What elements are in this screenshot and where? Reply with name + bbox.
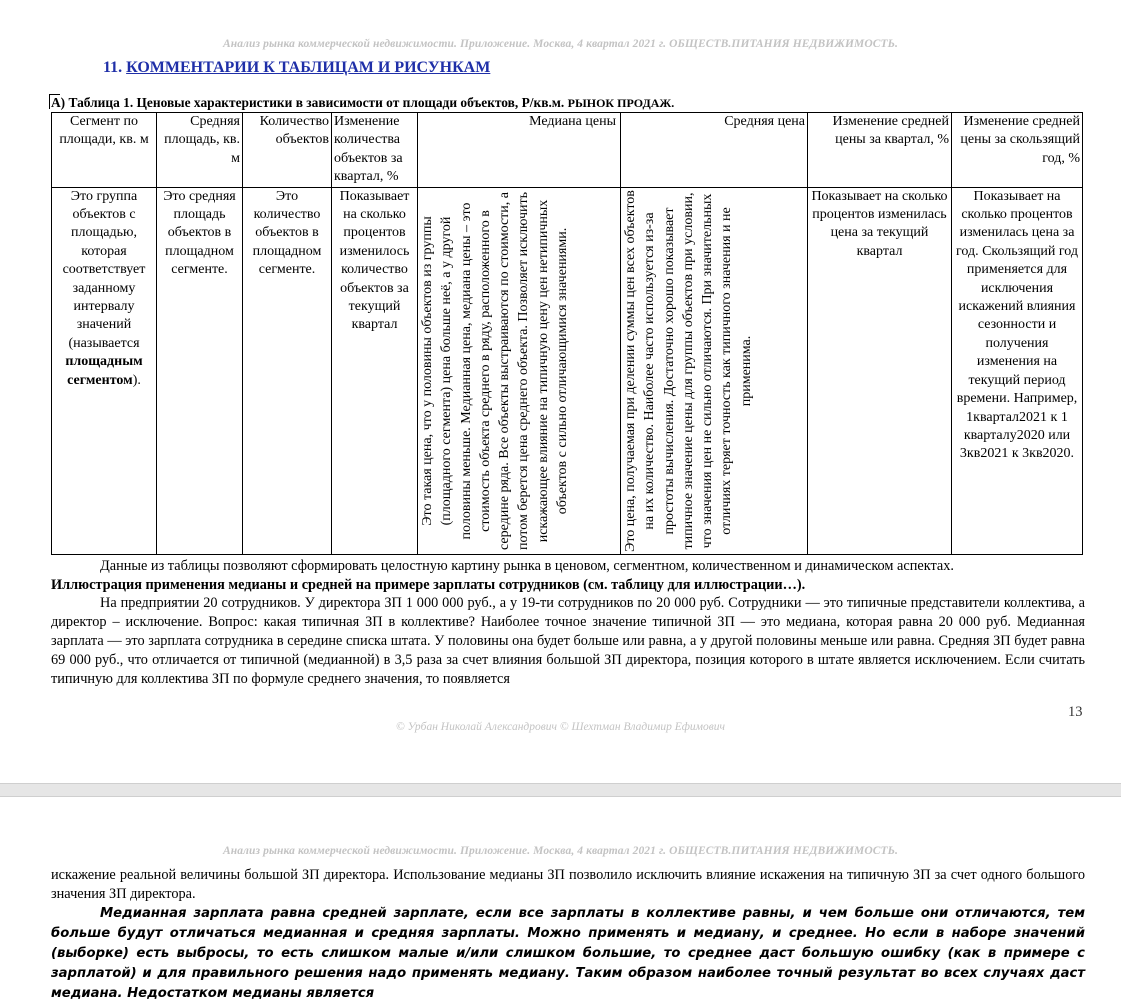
section-number: 11. [103, 59, 123, 76]
header-median-price: Медиана цены [418, 113, 621, 188]
cell-avg-area-desc: Это средняя площадь объектов в площадном сегменте. [157, 187, 243, 554]
paragraph-continuation: искажение реальной величины большой ЗП директора. Использование медианы ЗП позволило исключить влияние искажения на типичную ЗП за счет одного большого значения ЗП директора. [51, 867, 1085, 902]
paragraph-table-summary: Данные из таблицы позволяют сформировать целостную картину рынка в ценовом, сегментном, количественном и динамическом аспектах. [100, 558, 954, 574]
header-avg-price-year-change: Изменение средней цены за скользящий год, % [952, 113, 1083, 188]
table-header-row [52, 113, 1083, 188]
cell-segment-desc: Это группа объектов с площадью, которая соответствует заданному интервалу значений (называется площадным сегментом). [52, 187, 157, 554]
paragraph-median-vs-mean: Медианная зарплата равна средней зарплате, если все зарплаты в коллективе равны, и чем больше они отличаются, тем больше будут отличаться медианная и средняя зарплаты. Можно применять и медиану, и среднее. Но если в наборе значений (выборке) есть выбросы, то есть слишком малые и/или слишком большие, то среднее даст большую ошибку (как в примере с зарплатой) и для правильного решения надо применять медиану. Таким образом наиболее точный результат во всех случаях даст медиана. Недостатком медианы является [51, 906, 1085, 1001]
header-avg-price-quarter-change: Изменение средней цены за квартал, % [808, 113, 952, 188]
table-body-row [52, 187, 1083, 554]
paragraph-salary-example: На предприятии 20 сотрудников. У директора ЗП 1 000 000 руб., а у 19-ти сотрудников по 20 000 руб. Сотрудники — это типичные представители коллектива, а директор – исключение. Вопрос: какая типичная ЗП в коллективе? Наиболее точное значение типичной ЗП — это медиана, которая равна 20 000 руб. Медианная зарплата — это зарплата сотрудника в середине списка штата. У половины она будет больше или равна, а у другой половины меньше или равна. Средняя ЗП будет равна 69 000 руб., что отличается от типичной (медианной) в 3,5 раза за счет влияния большой ЗП директора, позиция которого в штате является исключением. Если считать типичную для коллектива ЗП по формуле среднего значения, то появляется [51, 595, 1085, 687]
cell-count-change-desc: Показывает на сколько процентов изменилось количество объектов за текущий квартал [332, 187, 418, 554]
header-avg-area: Средняя площадь, кв. м [157, 113, 243, 188]
page-footer: © Урбан Николай Александрович © Шехтман Владимир Ефимович [396, 721, 725, 733]
header-avg-price: Средняя цена [621, 113, 808, 188]
paragraph-illustration-heading: Иллюстрация применения медианы и средней на примере зарплаты сотрудников (см. таблицу для иллюстрации…). [51, 577, 806, 593]
page-separator [0, 783, 1121, 797]
table-caption-text: А) Таблица 1. Ценовые характеристики в зависимости от площади объектов, Р/кв.м. [51, 95, 565, 110]
cell-median-desc [418, 187, 621, 554]
section-title-link[interactable]: КОММЕНТАРИИ К ТАБЛИЦАМ И РИСУНКАМ [126, 59, 491, 76]
header-count-change: Изменение количества объектов за квартал, % [332, 113, 418, 188]
section-title[interactable] [103, 59, 490, 77]
cell-year-change-desc: Показывает на сколько процентов изменилась цена за год. Скользящий год применяется для исключения искажений влияния сезонности и получения изменения на текущий период времени. Например, 1квартал2021 к 1 кварталу2020 или 3кв2021 к 3кв2020. [952, 187, 1083, 554]
document-page-2 [0, 797, 1121, 1001]
cell-quarter-change-desc: Показывает на сколько процентов изменилась цена за текущий квартал [808, 187, 952, 554]
table-caption-suffix: РЫНОК ПРОДАЖ. [567, 96, 675, 110]
header-segment: Сегмент по площади, кв. м [52, 113, 157, 188]
running-header: Анализ рынка коммерческой недвижимости. Приложение. Москва, 4 квартал 2021 г. ОБЩЕСТВ.ПИТАНИЯ НЕДВИЖИМОСТЬ. [222, 38, 899, 50]
cell-avg-price-desc [621, 187, 808, 554]
price-characteristics-table [51, 112, 1083, 555]
cell-count-desc: Это количество объектов в площадном сегменте. [243, 187, 332, 554]
median-vertical-text: Это такая цена, что у половины объектов из группы (площадного сегмента) цена больше неё, а у другой половины меньше. Медианная цена, медиана цены – это стоимость объекта среднего в ряду, расположенного в середине ряда. Все объекты выстраиваются по стоимости, а потом берется цена среднего объекта. Позволяет исключить искажающее влияние на типичную цену цен нетипичных объектов с сильно отличающимися значениями. [420, 191, 571, 550]
avg-price-vertical-text: Это цена, получаемая при делении суммы цен всех объектов на их количество. Наиболее часто используется из-за простоты вычисления. Достаточно хорошо показывает типичное значение цены для группы объектов при условии, что значения цен не сильно отличаются. При значительных отличиях теряет точность как типичного значения и не применима. [623, 189, 754, 552]
running-header-page-2: Анализ рынка коммерческой недвижимости. Приложение. Москва, 4 квартал 2021 г. ОБЩЕСТВ.ПИТАНИЯ НЕДВИЖИМОСТЬ. [222, 845, 899, 857]
header-count: Количество объектов [243, 113, 332, 188]
page-number: 13 [1068, 704, 1083, 720]
table-caption [51, 95, 674, 111]
